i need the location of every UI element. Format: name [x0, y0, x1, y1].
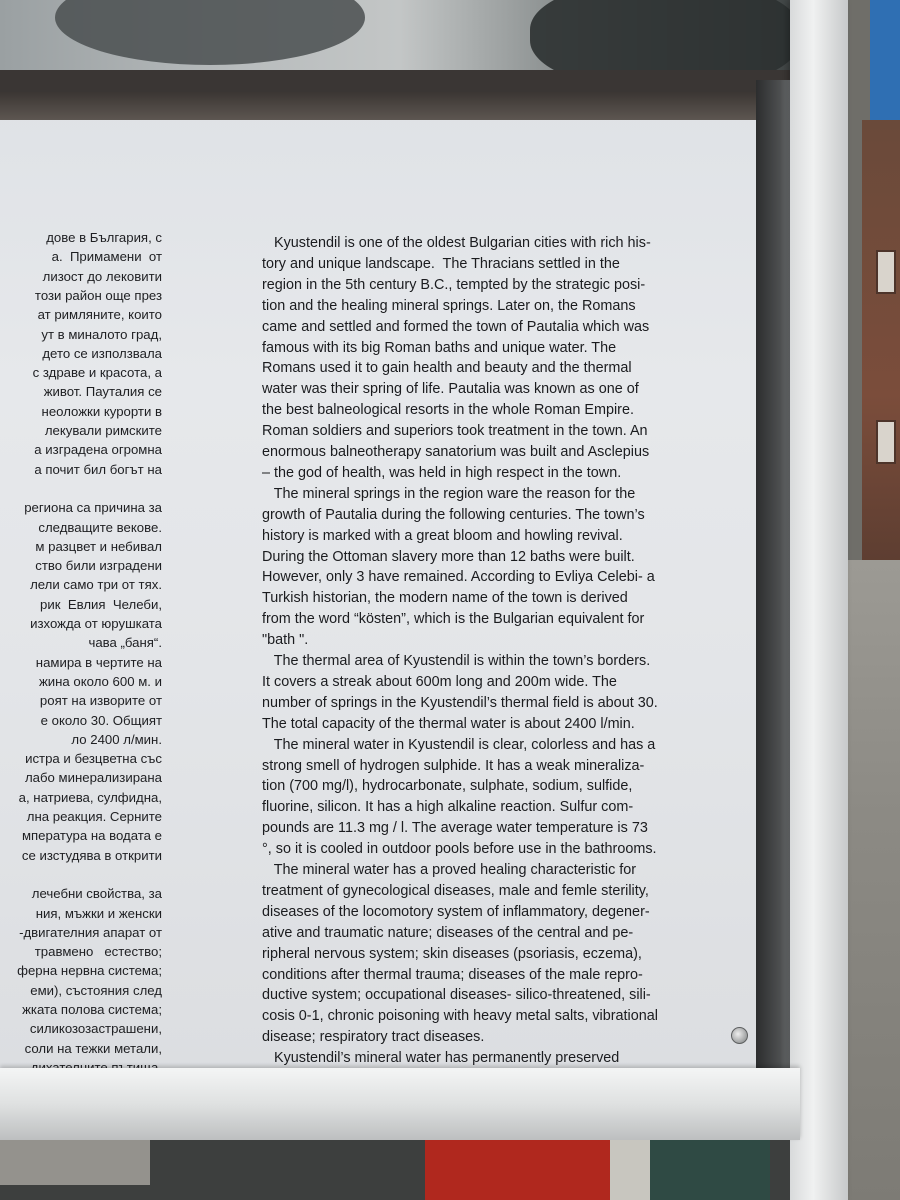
bulgarian-text-line: роят на изворите от: [39, 693, 162, 709]
english-text-line: growth of Pautalia during the following centuries. The town’s: [262, 506, 645, 523]
below-frame-view: [0, 1140, 790, 1200]
english-text-line: The mineral springs in the region ware the reason for the: [262, 485, 636, 502]
bulgarian-text-line: лабо минерализирана: [24, 770, 162, 786]
bulgarian-text-line: ферна нервна система;: [17, 963, 162, 979]
english-text-line: Kyustendil is one of the oldest Bulgarian cities with rich his-: [262, 235, 651, 251]
bulgarian-text-line: с здраве и красота, а: [32, 365, 162, 381]
bulgarian-text-line: еми), състояния след: [30, 982, 162, 998]
bulgarian-text-line: а, натриева, сулфидна,: [18, 789, 162, 805]
background-building: [862, 120, 900, 580]
english-text-line: diseases of the locomotory system of inflammatory, degener-: [262, 903, 650, 920]
bulgarian-text-line: жина около 600 м. и: [38, 673, 162, 689]
english-text-line: treatment of gynecological diseases, male and femle sterility,: [262, 882, 649, 899]
bulgarian-text-line: живот. Пауталия се: [43, 384, 162, 400]
bulgarian-text-line: ство били изградени: [35, 558, 162, 574]
bulgarian-text-line: а изградена огромна: [34, 442, 162, 458]
english-text-line: tion and the healing mineral springs. Later on, the Romans: [262, 297, 636, 314]
photo-foliage-left: [55, 0, 365, 65]
bulgarian-text-line: -двигателния апарат от: [19, 924, 162, 940]
english-text-line: "bath ".: [262, 632, 309, 649]
bulgarian-text-line: неоложки курорти в: [41, 403, 162, 419]
below-red-panel: [425, 1140, 610, 1200]
bulgarian-text-line: региона са причина за: [24, 500, 162, 516]
english-text-line: Turkish historian, the modern name of the town is derived: [262, 590, 628, 607]
english-text-line: Kyustendil’s mineral water has permanently preserved: [262, 1050, 620, 1067]
frame-right-post: [790, 0, 848, 1200]
bulgarian-text-line: жката полова система;: [22, 1002, 162, 1017]
english-text-line: conditions after thermal trauma; diseases of the male repro-: [262, 966, 643, 983]
english-text-line: The thermal area of Kyustendil is within the town’s borders.: [262, 653, 651, 669]
bulgarian-text-line: дове в България, с: [46, 230, 162, 245]
bulgarian-text-line: истра и безцветна със: [25, 751, 162, 767]
bulgarian-text-line: а почит бил богът на: [34, 461, 162, 477]
english-text-line: water was their spring of life. Pautalia was known as one of: [262, 381, 639, 398]
english-text-line: tion (700 mg/l), hydrocarbonate, sulphate, sodium, sulfide,: [262, 778, 633, 795]
bulgarian-text-line: се изстудява в открити: [21, 847, 162, 863]
bulgarian-text-line: соли на тежки метали,: [24, 1040, 162, 1056]
english-text-line: – the god of health, was held in high respect in the town.: [262, 464, 622, 481]
english-text-line: pounds are 11.3 mg / l. The average water temperature is 73: [262, 820, 648, 837]
bulgarian-text-line: ат римляните, които: [37, 307, 162, 323]
bulgarian-text-line: намира в чертите на: [35, 654, 162, 670]
english-text-line: The mineral water has a proved healing characteristic for: [262, 862, 637, 878]
top-photo-strip: [0, 0, 800, 92]
building-window: [876, 420, 896, 464]
english-text-line: The mineral water in Kyustendil is clear, colorless and has a: [262, 736, 656, 753]
english-text-line: fluorine, silicon. It has a high alkaline reaction. Sulfur com-: [262, 799, 634, 816]
english-text-line: ripheral nervous system; skin diseases (psoriasis, eczema),: [262, 945, 642, 962]
bulgarian-text-line: м разцвет и небивал: [35, 538, 162, 554]
english-text-line: the best balneological resorts in the whole Roman Empire.: [262, 402, 634, 419]
english-text-line: The total capacity of the thermal water is about 2400 l/min.: [262, 715, 635, 732]
bulgarian-text-line: изхожда от юрушката: [30, 616, 162, 631]
bulgarian-text-line: чава „баня“.: [88, 635, 162, 651]
english-text-line: ductive system; occupational diseases- silico-threatened, sili-: [262, 987, 651, 1004]
bulgarian-text-line: рик Евлия Челеби,: [40, 596, 162, 612]
english-text-line: °, so it is cooled in outdoor pools before use in the bathrooms.: [262, 841, 657, 858]
bulgarian-text-line: този район още през: [34, 287, 162, 303]
bulgarian-text-line: лекували римските: [44, 423, 162, 438]
english-text-line: enormous balneotherapy sanatorium was built and Asclepius: [262, 444, 650, 460]
bulgarian-text-line: следващите векове.: [38, 519, 162, 535]
bulgarian-text-line: ло 2400 л/мин.: [71, 731, 162, 747]
bulgarian-text-line: е около 30. Общият: [40, 712, 162, 728]
below-paper: [0, 1140, 150, 1185]
below-glass: [650, 1140, 770, 1200]
bulgarian-text-line: лели само три от тях.: [30, 577, 162, 593]
bulgarian-text-line: травмено естество;: [34, 944, 162, 960]
english-text-line: from the word “kösten”, which is the Bulgarian equivalent for: [262, 611, 645, 628]
english-text-line: history is marked with a great bloom and howling revival.: [262, 527, 623, 544]
english-text-line: disease; respiratory tract diseases.: [262, 1029, 485, 1046]
english-text-line: Romans used it to gain health and beauty and the thermal: [262, 360, 632, 377]
english-text-line: number of springs in the Kyustendil’s thermal field is about 30.: [262, 694, 658, 711]
photo-bottom-shade: [0, 70, 800, 92]
english-text-line: famous with its big Roman baths and unique water. The: [262, 339, 617, 356]
frame-bottom-rail: [0, 1068, 800, 1140]
bulgarian-text-line: лечебни свойства, за: [31, 886, 162, 902]
bulgarian-text-line: лизост до лековити: [42, 268, 162, 284]
sky-background: [870, 0, 900, 130]
english-text-line: tory and unique landscape. The Thracians settled in the: [262, 255, 620, 272]
bulgarian-text-line: мпература на водата е: [21, 828, 162, 844]
bulgarian-text-line: ния, мъжки и женски: [35, 905, 162, 921]
english-text-line: However, only 3 have remained. According to Evliya Celebi- a: [262, 569, 655, 586]
bulgarian-text-line: силикозозастрашени,: [29, 1021, 162, 1037]
english-text-line: strong smell of hydrogen sulphide. It has a weak mineraliza-: [262, 757, 645, 774]
english-text-line: It covers a streak about 600m long and 200m wide. The: [262, 673, 617, 690]
below-light-strip: [610, 1140, 650, 1200]
bulgarian-text-line: дето се използвала: [42, 345, 162, 361]
panel-top-band: [0, 92, 758, 120]
info-panel: [0, 92, 758, 1068]
bulgarian-text-line: а. Примамени от: [51, 249, 162, 265]
building-window: [876, 250, 896, 294]
bulgarian-text-line: лна реакция. Серните: [26, 809, 162, 824]
english-text-line: During the Ottoman slavery more than 12 baths were built.: [262, 548, 635, 565]
english-text-line: cosis 0-1, chronic poisoning with heavy metal salts, vibrational: [262, 1008, 658, 1025]
english-text-line: Roman soldiers and superiors took treatment in the town. An: [262, 423, 648, 440]
english-text-line: came and settled and formed the town of Pautalia which was: [262, 318, 650, 335]
english-text-line: ative and traumatic nature; diseases of the central and pe-: [262, 924, 634, 941]
english-text-line: region in the 5th century B.C., tempted by the strategic posi-: [262, 276, 646, 293]
frame-screw: [731, 1027, 748, 1044]
bulgarian-text-line: ут в миналото град,: [41, 326, 162, 342]
